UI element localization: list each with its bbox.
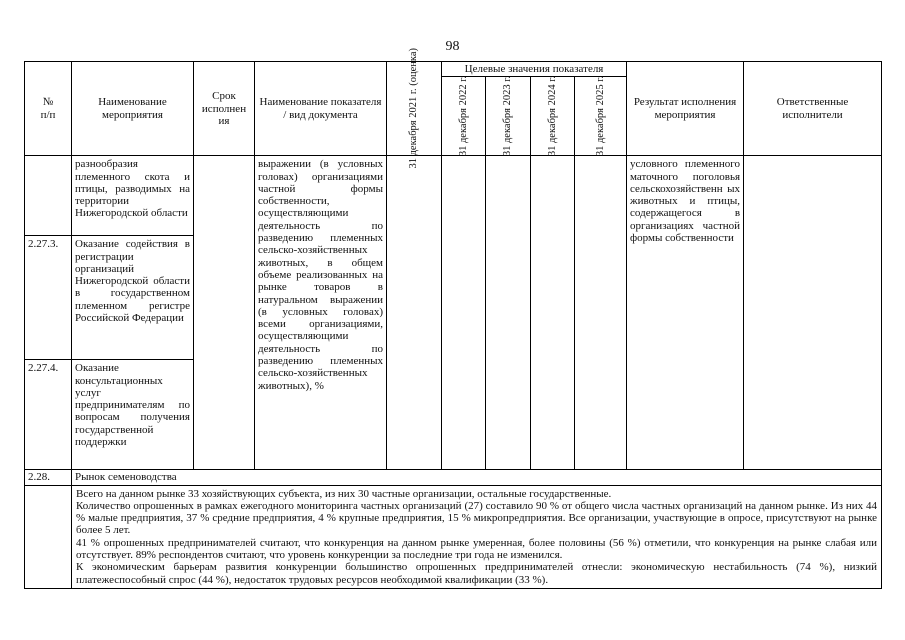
header-year-2025-text: 31 декабря 2025 г. — [594, 76, 606, 157]
header-targets: Целевые значения показателя — [442, 62, 627, 77]
responsible-cell — [744, 156, 882, 470]
row-name: Оказание консультационных услуг предпринимателям по вопросам получения государственной поддержки — [72, 360, 194, 470]
header-indicator: Наименование показателя / вид документа — [255, 62, 387, 156]
page-number: 98 — [445, 39, 460, 54]
header-year-2021-text: 31 декабря 2021 г. (оценка) — [408, 48, 420, 169]
header-year-2024-text: 31 декабря 2024 г. — [546, 76, 558, 157]
term-cell — [194, 156, 255, 470]
value-2024 — [531, 156, 575, 470]
row-num: 2.27.4. — [25, 360, 72, 470]
header-year-2025 — [575, 77, 627, 156]
header-term: Срок исполнен ия — [194, 62, 255, 156]
header-name: Наименование мероприятия — [72, 62, 194, 156]
paragraph: 41 % опрошенных предпринимателей считают, что конкуренция на данном рынке умеренная, более половины (56 %) отметили, что конкуренция на рынке слабая или отсутствует. 89% респондентов считают, что уровень конкуренции за последние три года не изменился. — [76, 536, 878, 562]
section-text-num — [25, 485, 72, 588]
row-num: 2.27.3. — [25, 236, 72, 360]
header-row — [25, 62, 882, 77]
value-2021 — [387, 156, 442, 470]
section-title: Рынок семеноводства — [72, 470, 882, 485]
value-2025 — [575, 156, 627, 470]
paragraph: Количество опрошенных в рамках ежегодного мониторинга частных организаций (27) составило 90 % от общего числа частных организаций на данном рынке. Из них 44 % малые предприятия, 37 % средние предприятия, 4 % крупные предприятия, 15 % микропредприятия. Все организации, участвующие в опросе, присутствуют на рынке более 5 лет. — [76, 499, 878, 537]
section-text — [72, 485, 882, 588]
header-year-2021 — [387, 48, 442, 169]
measures-table — [24, 48, 882, 589]
header-result: Результат исполнения мероприятия — [627, 62, 744, 156]
section-num: 2.28. — [25, 470, 72, 485]
header-year-2024 — [531, 77, 575, 156]
header-year-2022 — [442, 77, 486, 156]
value-2022 — [442, 156, 486, 470]
table-row — [25, 156, 882, 236]
header-year-2023-text: 31 декабря 2023 г. — [502, 76, 514, 157]
paragraph: К экономическим барьерам развития конкуренции большинство опрошенных предпринимателей отнесли: экономическую нестабильность (74 %), низкий платежеспособный спрос (44 %), недостаток трудовых ресурсов необходимой квалификации (33 %). — [76, 561, 878, 586]
row-num — [25, 156, 72, 236]
section-text-row — [25, 485, 882, 588]
header-year-2022-text: 31 декабря 2022 г. — [457, 76, 469, 157]
row-name: разнообразия племенного скота и птицы, разводимых на территории Нижегородской области — [72, 156, 194, 236]
result-text: условного племенного маточного поголовья сельскохозяйственн ых животных и птицы, содержащегося в организациях частной формы собственности — [627, 156, 744, 470]
value-2023 — [486, 156, 531, 470]
header-responsible: Ответственные исполнители — [744, 62, 882, 156]
row-name: Оказание содействия в регистрации организаций Нижегородской области в государственном племенном регистре Российской Федерации — [72, 236, 194, 360]
indicator-text: выражении (в условных головах) организациями частной формы собственности, осуществляющими деятельность по разведению племенных сельско-хозяйственных животных, в общем объеме реализованных на рынке товаров в натуральном выражении (в условных головах) всеми организациями, осуществляющими деятельность по разведению племенных сельско-хозяйственных животных), % — [255, 156, 387, 470]
section-row — [25, 470, 882, 485]
paragraph: Всего на данном рынке 33 хозяйствующих субъекта, из них 30 частные организации, остальные государственные. — [76, 487, 612, 500]
header-num: № п/п — [25, 62, 72, 156]
header-year-2023 — [486, 77, 531, 156]
